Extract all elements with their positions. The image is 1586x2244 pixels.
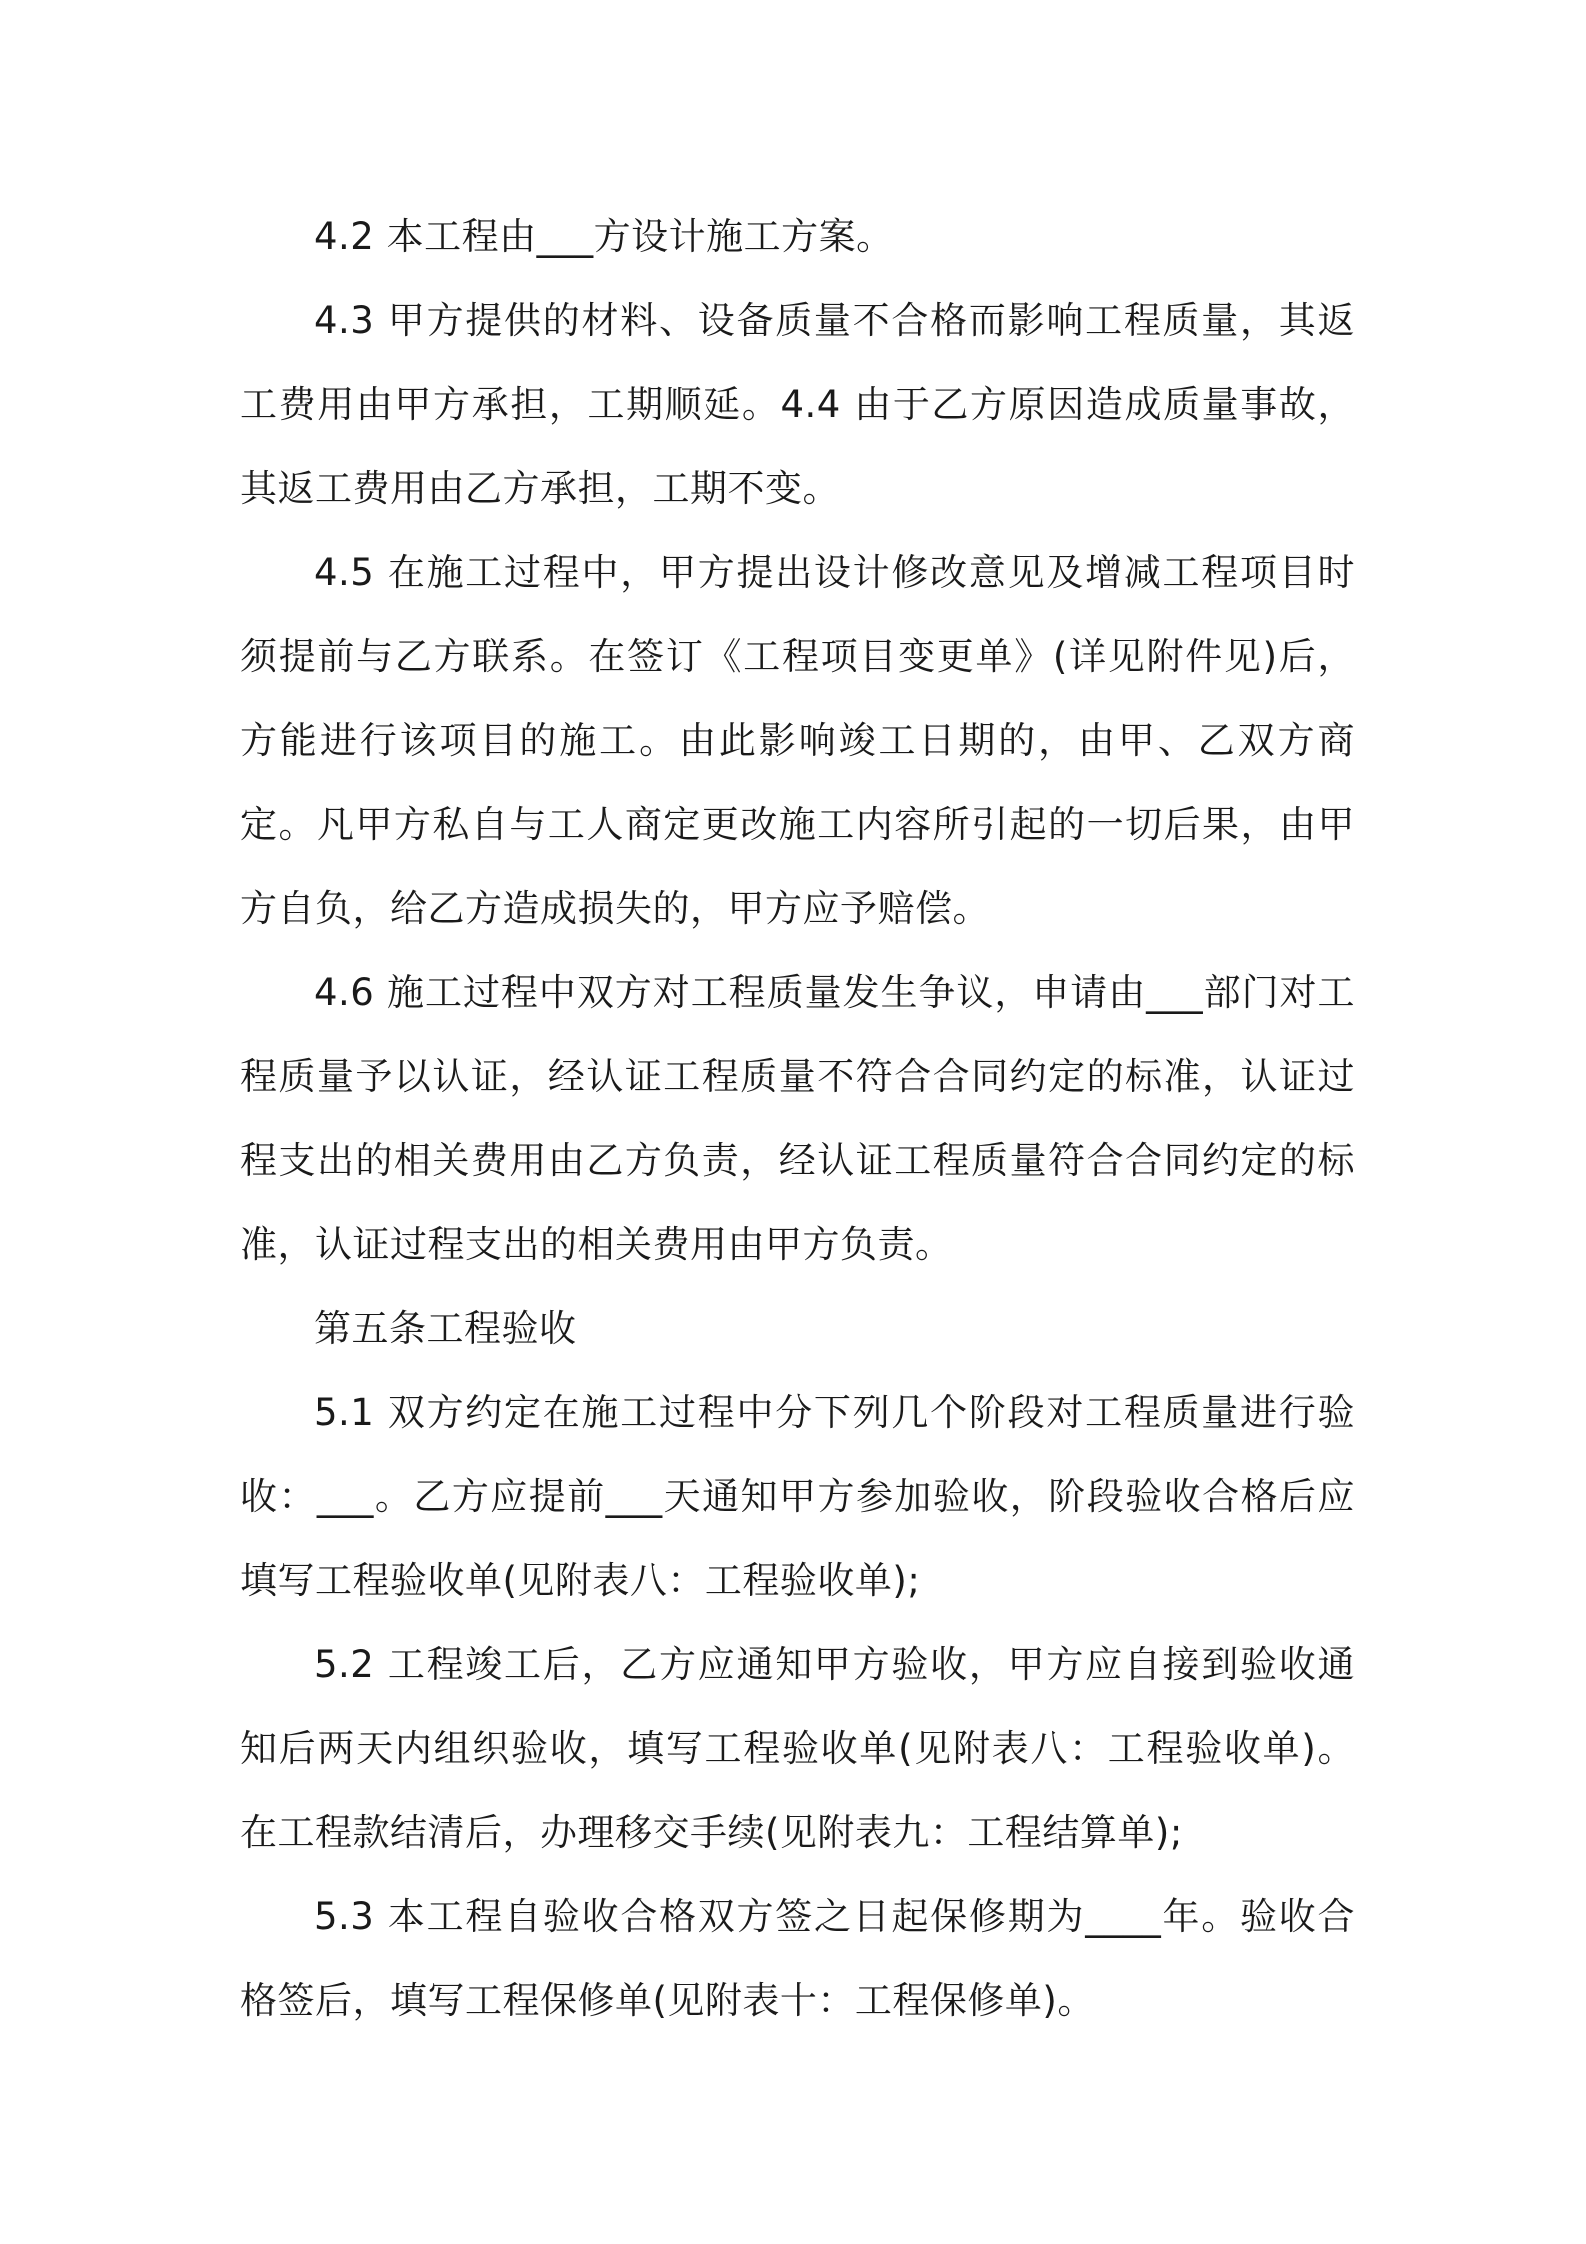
- clause-5-3: 5.3 本工程自验收合格双方签之日起保修期为____年。验收合格签后，填写工程保修单(见附表十：工程保修单)。: [240, 1895, 1355, 2022]
- document-body: [240, 195, 1355, 2043]
- clause-4-3-4-4: 4.3 甲方提供的材料、设备质量不合格而影响工程质量，其返工费用由甲方承担，工期顺延。4.4 由于乙方原因造成质量事故，其返工费用由乙方承担，工期不变。: [240, 299, 1355, 510]
- section-heading-article-5: 第五条工程验收: [314, 1307, 577, 1350]
- clause-5-1: 5.1 双方约定在施工过程中分下列几个阶段对工程质量进行验收：___。乙方应提前___天通知甲方参加验收，阶段验收合格后应填写工程验收单(见附表八：工程验收单);: [240, 1391, 1355, 1602]
- clause-4-6: 4.6 施工过程中双方对工程质量发生争议，申请由___部门对工程质量予以认证，经认证工程质量不符合合同约定的标准，认证过程支出的相关费用由乙方负责，经认证工程质量符合合同约定的标准，认证过程支出的相关费用由甲方负责。: [240, 971, 1355, 1266]
- clause-4-5: 4.5 在施工过程中，甲方提出设计修改意见及增减工程项目时须提前与乙方联系。在签订《工程项目变更单》(详见附件见)后，方能进行该项目的施工。由此影响竣工日期的，由甲、乙双方商定。凡甲方私自与工人商定更改施工内容所引起的一切后果，由甲方自负，给乙方造成损失的，甲方应予赔偿。: [240, 551, 1355, 930]
- clause-5-2: 5.2 工程竣工后，乙方应通知甲方验收，甲方应自接到验收通知后两天内组织验收，填写工程验收单(见附表八：工程验收单)。在工程款结清后，办理移交手续(见附表九：工程结算单);: [240, 1643, 1355, 1854]
- clause-4-2: 4.2 本工程由___方设计施工方案。: [314, 215, 894, 258]
